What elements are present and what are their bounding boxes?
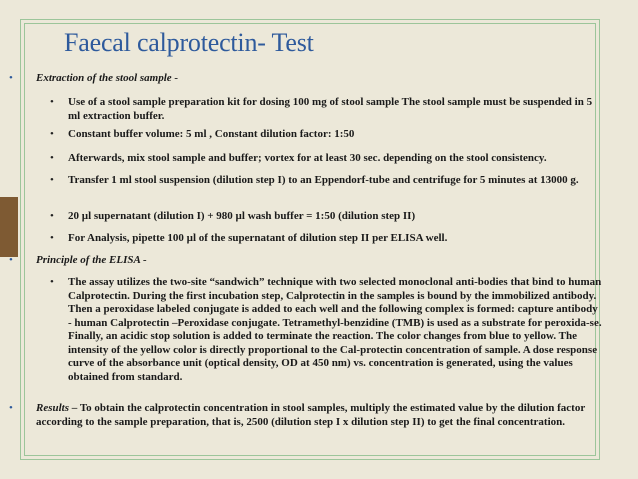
bullet-icon: • (50, 276, 54, 288)
list-item-text: Transfer 1 ml stool suspension (dilution step I) to an Eppendorf-tube and centrifuge for 5 minutes at 13000 g. (68, 174, 579, 186)
bullet-icon: • (50, 128, 54, 140)
bullet-icon: • (50, 96, 54, 108)
list-item-text: The assay utilizes the two-site “sandwich” technique with two selected monoclonal anti-bodies that bind to human Calprotectin. During the first incubation step, Calprotectin in the samples is bound by the immobilized antibody. Then a peroxidase labeled conjugate is added to each well and the following complex is formed: capture antibody - human Calprotectin –Peroxidase conjugate. Tetramethyl-benzidine (TMB) is used as a substrate for peroxida-se. Finally, an acidic stop solution is added to terminate the reaction. The color changes from blue to yellow. The intensity of the yellow color is directly proportional to the Cal-protectin concentration of sample. A dose response curve of the absorbance unit (optical density, OD at 450 nm) vs. concentration is generated, using the values obtained from standard. (68, 276, 602, 383)
list-item (50, 210, 602, 224)
section-heading-extraction: Extraction of the stool sample - (36, 72, 179, 84)
bullet-icon: • (9, 402, 13, 414)
list-item (50, 96, 602, 123)
bullet-icon: • (50, 152, 54, 164)
list-item (50, 128, 602, 142)
list-item (50, 232, 602, 246)
list-item (50, 276, 602, 384)
list-item-text: Constant buffer volume: 5 ml , Constant dilution factor: 1:50 (68, 128, 355, 140)
results-text: – To obtain the calprotectin concentration in stool samples, multiply the estimated value by the dilution factor according to the sample preparation, that is, 2500 (dilution step I x dilution step II) to get the final concentration. (36, 402, 586, 428)
list-item-text: 20 µl supernatant (dilution I) + 980 µl wash buffer = 1:50 (dilution step II) (68, 210, 416, 222)
bullet-icon: • (50, 210, 54, 222)
list-item (50, 152, 602, 166)
list-item (9, 254, 608, 268)
list-item-text: For Analysis, pipette 100 µl of the supernatant of dilution step II per ELISA well. (68, 232, 448, 244)
list-item (9, 72, 608, 86)
bullet-icon: • (9, 72, 13, 84)
section-heading-principle: Principle of the ELISA - (36, 254, 147, 266)
list-item-text: Afterwards, mix stool sample and buffer; vortex for at least 30 sec. depending on the stool consistency. (68, 152, 547, 164)
list-item (9, 402, 608, 429)
list-item-text: Use of a stool sample preparation kit for dosing 100 mg of stool sample The stool sample must be suspended in 5 ml extraction buffer. (68, 96, 593, 122)
bullet-icon: • (50, 174, 54, 186)
bullet-icon: • (50, 232, 54, 244)
list-item (50, 174, 602, 188)
bullet-icon: • (9, 254, 13, 266)
slide-title: Faecal calprotectin- Test (64, 28, 314, 57)
results-label: Results (36, 402, 70, 414)
